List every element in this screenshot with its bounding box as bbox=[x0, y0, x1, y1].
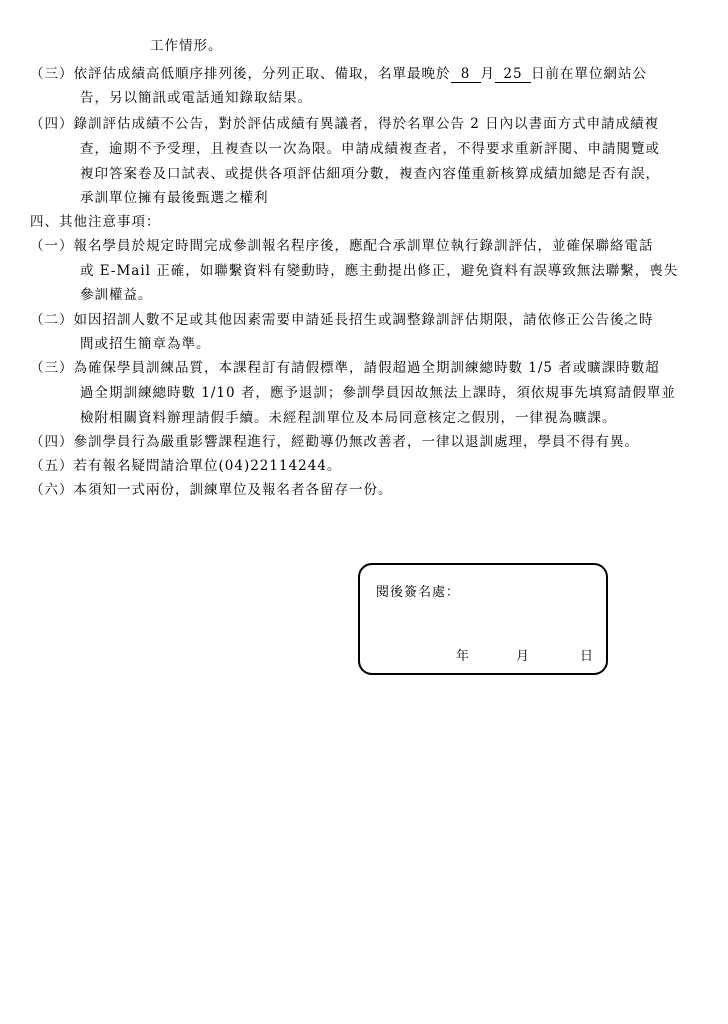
section4-item4 bbox=[30, 432, 639, 452]
item-text: 如因招訓人數不足或其他因素需要申請延長招生或調整錄訓評估期限，請依修正公告後之時 bbox=[73, 312, 654, 328]
signature-label: 閱後簽名處： bbox=[376, 585, 461, 600]
signature-month-label: 月 bbox=[516, 649, 530, 664]
item-text-line: 過全期訓練總時數 1/10 者，應予退訓；參訓學員因故無法上課時，須依規事先填寫請假單並 bbox=[80, 385, 676, 401]
item-text: 為確保學員訓練品質，本課程訂有請假標準，請假超過全期訓練總時數 1/5 者或曠課時數超 bbox=[73, 360, 660, 376]
item-text-end: 日前在單位網站公 bbox=[531, 66, 647, 82]
item-marker: （六） bbox=[30, 482, 74, 498]
item-text: 依評估成績高低順序排列後，分列正取、備取，名單最晚於 bbox=[73, 66, 451, 82]
item-text: 參訓學員行為嚴重影響課程進行，經勸導仍無改善者，一律以退訓處理，學員不得有異。 bbox=[73, 434, 639, 450]
signature-box bbox=[358, 563, 608, 675]
item-text-line: 或 E-Mail 正確，如聯繫資料有變動時，應主動提出修正，避免資料有誤導致無法聯繫，喪失 bbox=[80, 263, 679, 279]
deadline-day-value: 25 bbox=[495, 66, 531, 83]
month-label: 月 bbox=[480, 66, 495, 82]
item-marker: （五） bbox=[30, 458, 74, 474]
item-marker: （二） bbox=[30, 312, 74, 328]
contact-phone-text: 若有報名疑問請洽單位(04)22114244。 bbox=[73, 458, 342, 474]
section4-item5 bbox=[30, 456, 341, 476]
section4-title: 四、其他注意事項： bbox=[30, 214, 161, 230]
section4-item3 bbox=[30, 358, 660, 378]
item-text-line: 告，另以簡訊或電話通知錄取結果。 bbox=[80, 90, 312, 106]
item-marker: （三） bbox=[30, 66, 74, 82]
section4-item1 bbox=[30, 236, 654, 256]
section3-item4 bbox=[30, 114, 659, 134]
item-text-line: 承訓單位擁有最後甄選之權利 bbox=[80, 190, 269, 206]
deadline-month-value: 8 bbox=[451, 66, 481, 83]
section3-continuation: 工作情形。 bbox=[150, 38, 223, 54]
item-text: 報名學員於規定時間完成參訓報名程序後，應配合承訓單位執行錄訓評估，並確保聯絡電話 bbox=[73, 238, 654, 254]
item-text: 錄訓評估成績不公告，對於評估成績有異議者，得於名單公告 2 日內以書面方式申請成績複 bbox=[73, 116, 660, 132]
item-marker: （四） bbox=[30, 116, 74, 132]
section4-item6 bbox=[30, 480, 393, 500]
item-marker: （四） bbox=[30, 434, 74, 450]
item-marker: （一） bbox=[30, 238, 74, 254]
item-text-line: 複印答案卷及口試表、或提供各項評估細項分數，複查內容僅重新核算成績加總是否有誤， bbox=[80, 166, 660, 182]
section4-item2 bbox=[30, 310, 654, 330]
signature-day-label: 日 bbox=[580, 649, 594, 664]
item-text-line: 參訓權益。 bbox=[80, 287, 153, 303]
section3-item3 bbox=[30, 64, 647, 84]
item-text-line: 檢附相關資料辦理請假手續。未經程訓單位及本局同意核定之假別，一律視為曠課。 bbox=[80, 410, 617, 426]
item-marker: （三） bbox=[30, 360, 74, 376]
signature-year-label: 年 bbox=[456, 649, 470, 664]
item-text-line: 查，逾期不予受理，且複查以一次為限。申請成績複查者，不得要求重新評閱、申請閱覽或 bbox=[80, 141, 660, 157]
item-text-line: 間或招生簡章為準。 bbox=[80, 336, 211, 352]
item-text: 本須知一式兩份，訓練單位及報名者各留存一份。 bbox=[73, 482, 393, 498]
